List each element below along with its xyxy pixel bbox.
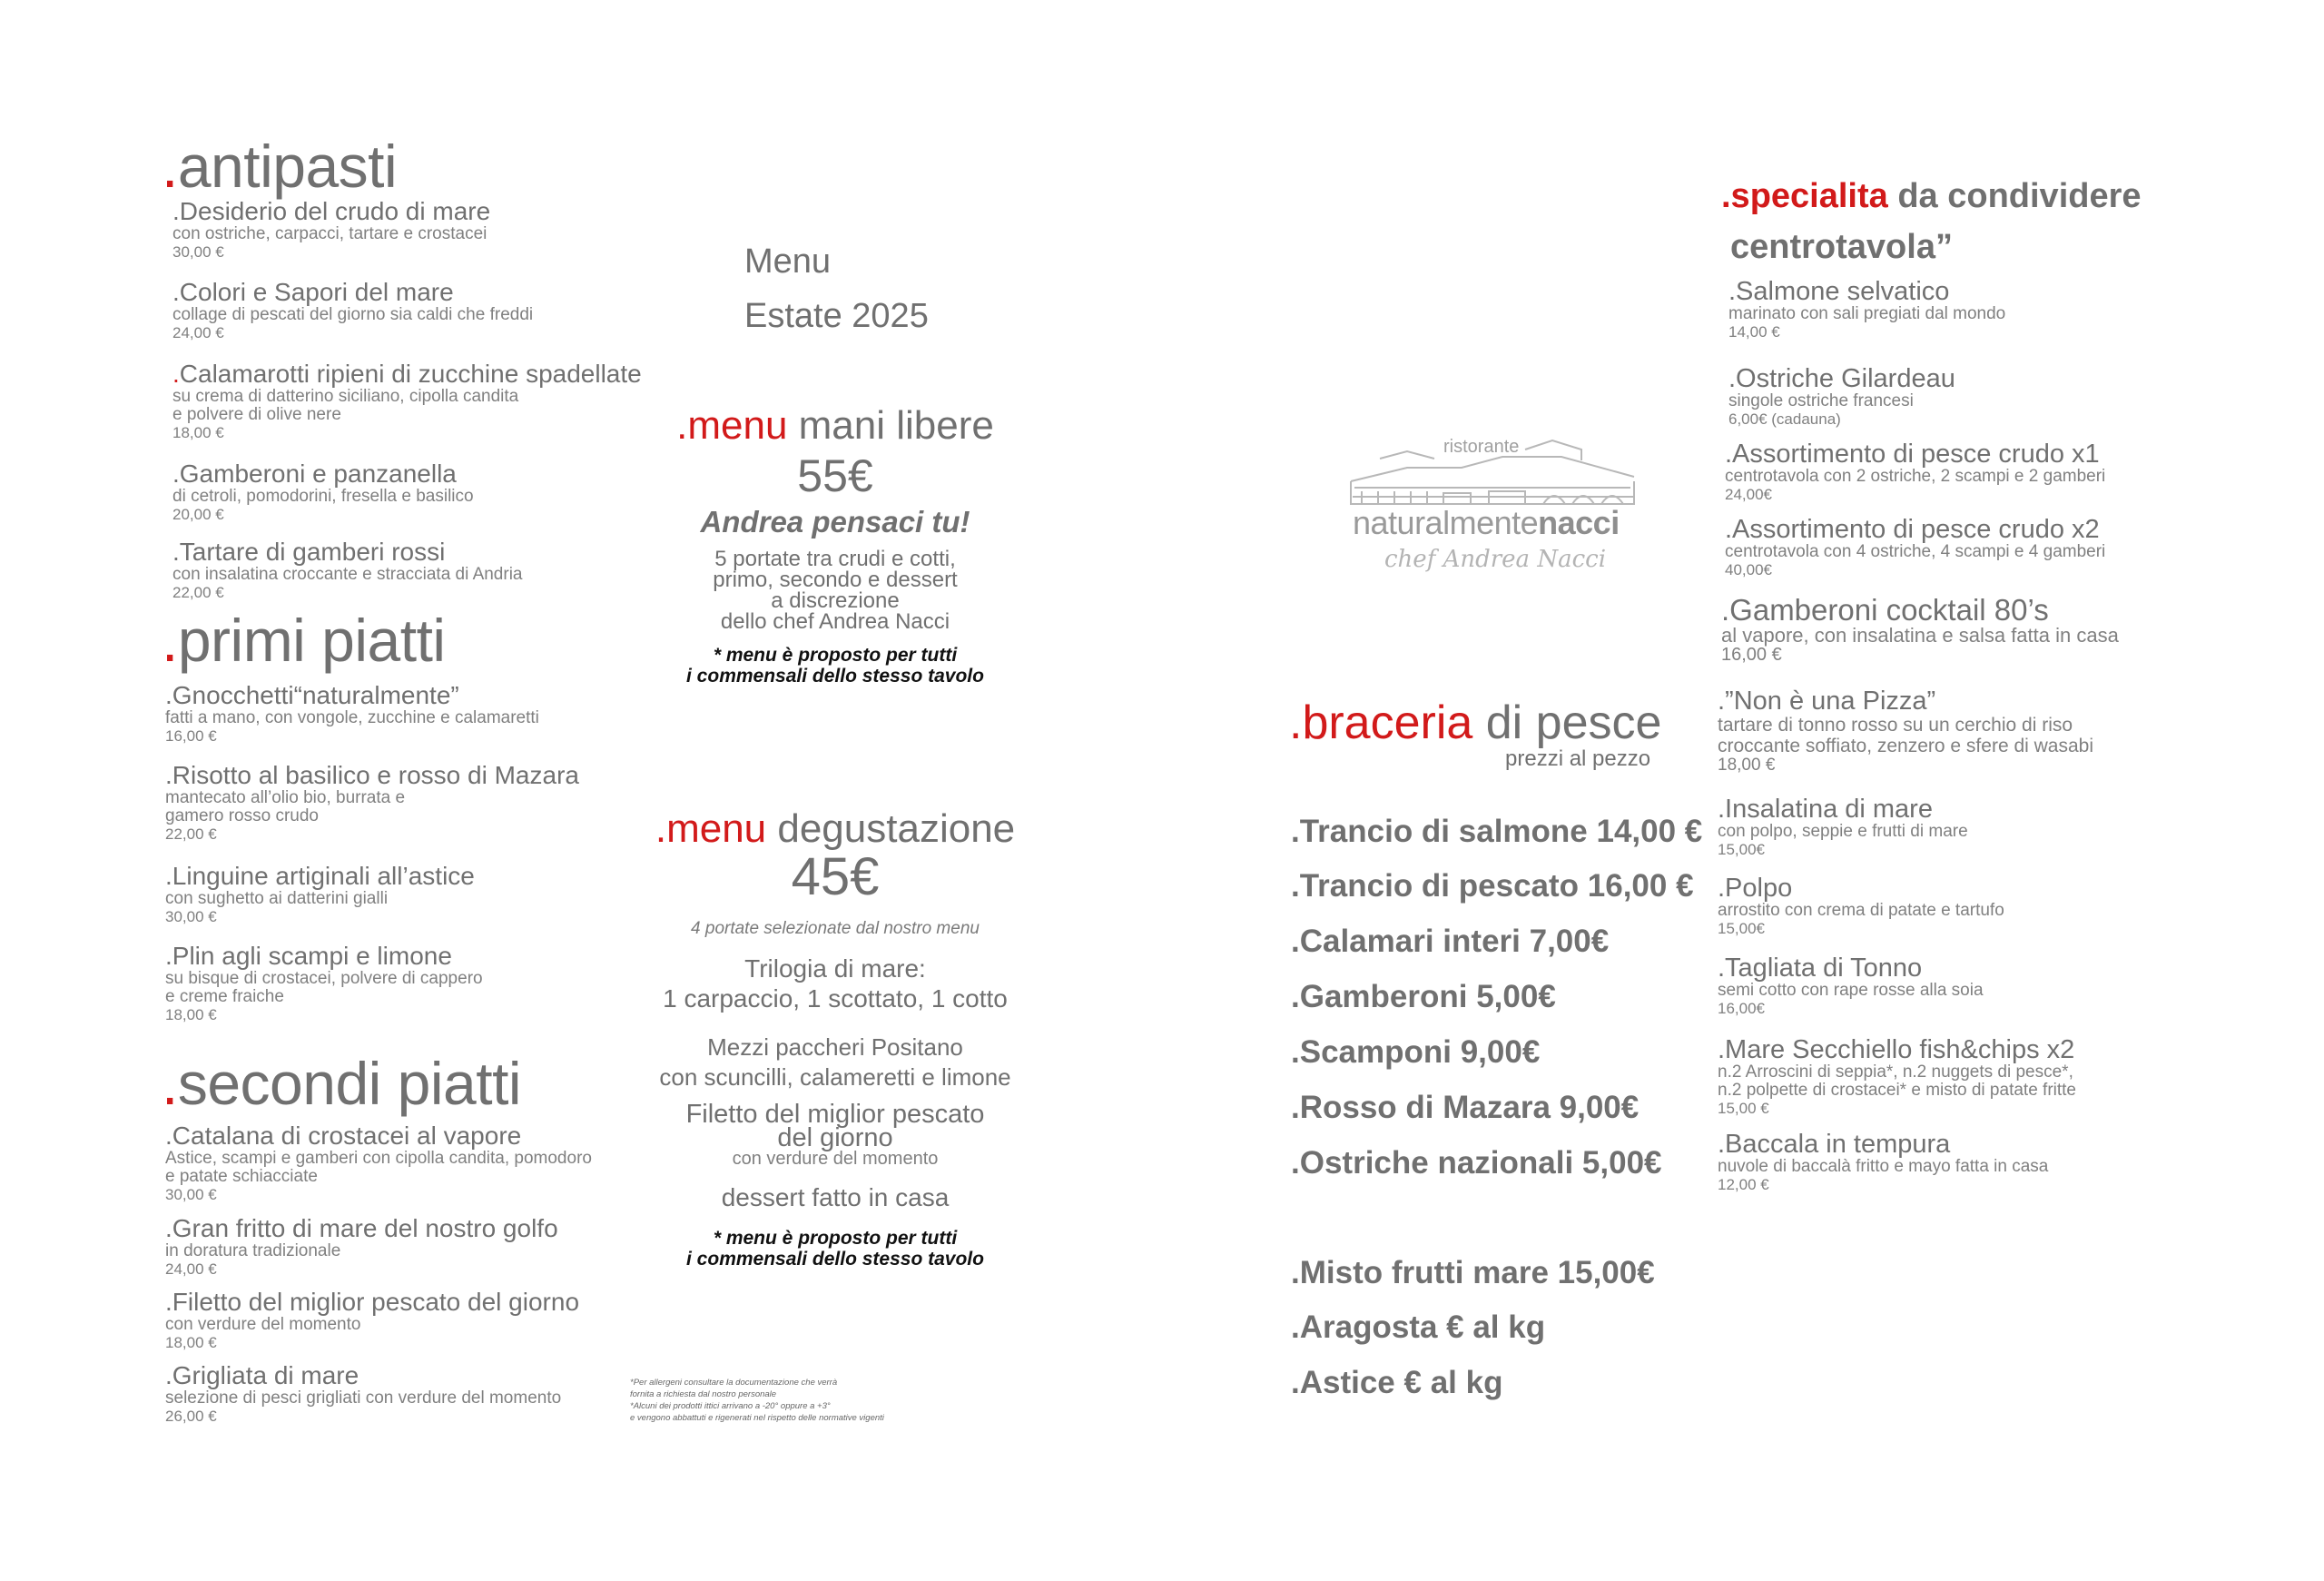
dish-desc: singole ostriche francesi — [1728, 391, 1914, 410]
list-item — [165, 1215, 558, 1279]
dish-desc: n.2 polpette di crostacei* e misto di patate fritte — [1718, 1081, 2076, 1100]
dish-desc: selezione di pesci grigliati con verdure del momento — [165, 1388, 562, 1408]
dish-name: .Gamberoni e panzanella — [172, 459, 457, 488]
specialita-title-rest: da condividere — [1887, 177, 2142, 215]
list-item — [172, 539, 523, 602]
menu-mani-libere-title — [635, 401, 1035, 450]
list-item — [1728, 365, 1955, 429]
dish-price: 16,00 € — [1721, 645, 1782, 665]
dish-name: .Catalana di crostacei al vapore — [165, 1122, 522, 1150]
dish-desc: in doratura tradizionale — [165, 1241, 341, 1260]
dish-desc: al vapore, con insalatina e salsa fatta in casa — [1721, 624, 2119, 647]
braceria-heading — [1289, 697, 1661, 748]
list-item — [1718, 795, 1968, 859]
list-item — [172, 279, 533, 342]
dish-price: 18,00 € — [172, 424, 224, 441]
logo-signature: chef Andrea Nacci — [1384, 546, 1607, 573]
left-column — [162, 0, 642, 1581]
list-item — [165, 1122, 592, 1204]
list-item — [1718, 874, 2004, 938]
dish-name: .Salmone selvatico — [1728, 277, 1950, 306]
list-item: .Trancio di salmone 14,00 € — [1291, 814, 1703, 849]
menu-title-line1: Menu — [744, 242, 832, 281]
dish-price: 18,00 € — [165, 1334, 217, 1351]
heading-text: antipasti — [177, 133, 398, 200]
dish-price: 24,00 € — [172, 324, 224, 341]
list-item: .Rosso di Mazara 9,00€ — [1291, 1090, 1640, 1125]
menu-course-line: Trilogia di mare: — [744, 954, 926, 983]
menu-price: 55€ — [797, 450, 873, 501]
menu-title-line2: Estate 2025 — [744, 297, 929, 335]
menu-course-line: con scuncilli, calameretti e limone — [659, 1063, 1011, 1091]
list-item — [165, 943, 483, 1024]
dish-desc: n.2 Arroscini di seppia*, n.2 nuggets di pesce*, — [1718, 1062, 2073, 1082]
dish-name: .Gran fritto di mare del nostro golfo — [165, 1214, 558, 1242]
primi-heading — [162, 607, 446, 674]
menu-title-red: .menu — [655, 806, 767, 851]
heading-dot: . — [162, 133, 178, 200]
menu-title-red: .menu — [676, 403, 788, 448]
dish-desc: con polpo, seppie e frutti di mare — [1718, 822, 1968, 841]
dish-desc: centrotavola con 4 ostriche, 4 scampi e 4 gamberi — [1725, 542, 2106, 561]
menu-course-line: Filetto del miglior pescato — [685, 1100, 985, 1129]
dish-desc: semi cotto con rape rosse alla soia — [1718, 981, 1984, 1000]
dish-desc: e polvere di olive nere — [172, 405, 341, 424]
menu-desc-line: a discrezione — [771, 588, 900, 613]
menu-course — [635, 1033, 1035, 1092]
dish-name-text: Calamarotti ripieni di zucchine spadellate — [179, 360, 642, 388]
dish-price: 16,00€ — [1718, 1000, 1765, 1017]
logo-small-text: ristorante — [1443, 437, 1520, 457]
dish-price: 15,00€ — [1718, 920, 1765, 937]
dish-price: 12,00 € — [1718, 1176, 1769, 1193]
dish-desc: mantecato all’olio bio, burrata e — [165, 788, 406, 807]
list-item: .Scamponi 9,00€ — [1291, 1034, 1541, 1070]
dish-desc: di cetroli, pomodorini, fresella e basilico — [172, 487, 474, 506]
menu-price: 45€ — [791, 847, 880, 906]
specialita-title-red: .specialita — [1721, 177, 1888, 215]
list-item: .Misto frutti mare 15,00€ — [1291, 1255, 1655, 1290]
dish-name: .Filetto del miglior pescato del giorno — [165, 1288, 580, 1316]
menu-title — [744, 234, 929, 343]
specialita-heading — [1721, 171, 2142, 272]
list-item — [1728, 278, 2005, 341]
dish-desc: con ostriche, carpacci, tartare e crostacei — [172, 224, 487, 243]
dish-name: .Colori e Sapori del mare — [172, 278, 454, 306]
list-item — [1721, 595, 2119, 664]
list-item — [165, 1362, 561, 1426]
list-item — [1718, 687, 2093, 775]
secondi-heading — [162, 1050, 522, 1117]
dish-price: 24,00€ — [1725, 486, 1772, 503]
dish-name: .”Non è una Pizza” — [1718, 687, 1936, 716]
dish-desc: marinato con sali pregiati dal mondo — [1728, 304, 2006, 323]
braceria-title-red: .braceria — [1289, 697, 1473, 749]
menu-mani-libere — [635, 401, 1035, 687]
menu-desc-line: primo, secondo e dessert — [713, 568, 958, 592]
dish-name: .Grigliata di mare — [165, 1361, 359, 1389]
allergens-line: *Per allergeni consultare la documentazione che verrà — [630, 1378, 838, 1388]
dish-desc: con sughetto ai datterini gialli — [165, 889, 389, 908]
dish-price: 14,00 € — [1728, 323, 1780, 341]
dish-name: .Insalatina di mare — [1718, 795, 1933, 824]
list-item — [172, 361, 642, 442]
logo — [1344, 431, 1643, 577]
dish-price: 16,00 € — [165, 727, 217, 745]
menu-subtitle: Andrea pensaci tu! — [700, 505, 970, 539]
list-item — [1725, 516, 2105, 579]
dish-name: .Linguine artiginali all’astice — [165, 862, 475, 890]
menu-note-line: * menu è proposto per tutti — [713, 1228, 958, 1249]
dish-price: 18,00 € — [165, 1006, 217, 1023]
dish-name: .Assortimento di pesce crudo x1 — [1725, 440, 2100, 469]
menu-course-line: 1 carpaccio, 1 scottato, 1 cotto — [663, 984, 1008, 1013]
dish-price: 30,00 € — [172, 243, 224, 261]
menu-note-line: i commensali dello stesso tavolo — [686, 666, 984, 687]
dish-price: 40,00€ — [1725, 561, 1772, 578]
allergens-note — [630, 1377, 884, 1424]
list-item: .Trancio di pescato 16,00 € — [1291, 868, 1694, 904]
list-item — [1718, 1131, 2048, 1194]
braceria-subtitle: prezzi al pezzo — [1505, 746, 1651, 771]
dish-price: 6,00€ (cadauna) — [1728, 410, 1841, 428]
dish-price: 15,00€ — [1718, 841, 1765, 858]
logo-brand — [1353, 504, 1620, 542]
menu-course-sub: con verdure del momento — [732, 1149, 939, 1169]
dish-desc: fatti a mano, con vongole, zucchine e calamaretti — [165, 708, 539, 727]
menu-note — [635, 645, 1035, 687]
dish-name: .Tartare di gamberi rossi — [172, 538, 446, 566]
dish-desc: nuvole di baccalà fritto e mayo fatta in casa — [1718, 1157, 2049, 1176]
specialita-line1 — [1721, 171, 2142, 222]
list-item — [165, 762, 579, 844]
menu-degustazione — [635, 806, 1035, 1270]
heading-dot: . — [162, 607, 178, 674]
dish-name: .Mare Secchiello fish&chips x2 — [1718, 1035, 2075, 1064]
heading-dot: . — [162, 1050, 178, 1117]
dish-price: 24,00 € — [165, 1260, 217, 1278]
dish-price: 26,00 € — [165, 1408, 217, 1425]
dish-name: .Assortimento di pesce crudo x2 — [1725, 515, 2100, 544]
menu-course-line: del giorno — [777, 1123, 893, 1152]
dish-desc: su crema di datterino siciliano, cipolla candita — [172, 387, 519, 406]
dish-price: 20,00 € — [172, 506, 224, 523]
list-item — [165, 682, 539, 746]
menu-title-rest: mani libere — [787, 403, 994, 448]
list-item — [172, 198, 490, 262]
dish-desc: tartare di tonno rosso su un cerchio di riso — [1718, 715, 2073, 736]
heading-text: primi piatti — [177, 607, 446, 674]
allergens-line: e vengono abbattuti e rigenerati nel rispetto delle normative vigenti — [630, 1413, 884, 1423]
menu-degustazione-title — [635, 806, 1035, 852]
list-item: .Aragosta € al kg — [1291, 1309, 1546, 1345]
dish-desc: con insalatina croccante e stracciata di Andria — [172, 565, 523, 584]
dish-price: 15,00 € — [1718, 1100, 1769, 1117]
dish-desc: arrostito con crema di patate e tartufo — [1718, 901, 2004, 920]
menu-title-rest: degustazione — [766, 806, 1016, 851]
dish-desc: e patate schiacciate — [165, 1167, 318, 1186]
menu-desc — [635, 548, 1035, 632]
dish-name: .Baccala in tempura — [1718, 1130, 1951, 1159]
list-item — [165, 863, 475, 926]
list-item: .Gamberoni 5,00€ — [1291, 979, 1556, 1014]
dish-name: .Calamarotti ripieni di zucchine spadellate — [172, 360, 642, 388]
dish-desc: croccante soffiato, zenzero e sfere di wasabi — [1718, 736, 2094, 756]
heading-text: secondi piatti — [177, 1050, 522, 1117]
menu-desc-line: 5 portate tra crudi e cotti, — [714, 547, 956, 571]
list-item — [165, 1289, 579, 1352]
dish-name: .Risotto al basilico e rosso di Mazara — [165, 761, 579, 789]
dish-price: 22,00 € — [172, 584, 224, 601]
list-item — [1718, 1036, 2076, 1118]
dish-desc: su bisque di crostacei, polvere di cappero — [165, 969, 483, 988]
dish-desc: gamero rosso crudo — [165, 806, 319, 825]
allergens-line: *Alcuni dei prodotti ittici arrivano a -20° oppure a +3° — [630, 1401, 831, 1411]
dish-name: .Gnocchetti“naturalmente” — [165, 681, 459, 709]
allergens-line: fornita a richiesta dal nostro personale — [630, 1389, 777, 1399]
dish-price: 30,00 € — [165, 908, 217, 925]
list-item: .Astice € al kg — [1291, 1365, 1503, 1400]
menu-subtitle: 4 portate selezionate dal nostro menu — [691, 919, 980, 938]
specialita-line2: centrotavola” — [1730, 228, 1953, 266]
menu-note — [635, 1228, 1035, 1270]
dish-desc: centrotavola con 2 ostriche, 2 scampi e 2 gamberi — [1725, 467, 2106, 486]
dish-price: 18,00 € — [1718, 756, 1776, 775]
menu-desc-line: dello chef Andrea Nacci — [720, 609, 950, 634]
dish-name: .Desiderio del crudo di mare — [172, 197, 491, 225]
menu-course — [635, 954, 1035, 1013]
dish-desc: Astice, scampi e gamberi con cipolla candita, pomodoro — [165, 1149, 592, 1168]
dish-name: .Plin agli scampi e limone — [165, 942, 452, 970]
dish-desc: e creme fraiche — [165, 987, 284, 1006]
dish-price: 30,00 € — [165, 1186, 217, 1203]
list-item: .Ostriche nazionali 5,00€ — [1291, 1145, 1662, 1181]
logo-brand-light: naturalmente — [1353, 504, 1539, 541]
dish-desc: collage di pescati del giorno sia caldi che freddi — [172, 305, 534, 324]
list-item — [172, 460, 474, 524]
dish-price: 22,00 € — [165, 825, 217, 843]
dish-name: .Tagliata di Tonno — [1718, 954, 1923, 983]
menu-course — [635, 1102, 1035, 1150]
menu-note-line: * menu è proposto per tutti — [713, 645, 958, 666]
menu-note-line: i commensali dello stesso tavolo — [686, 1249, 984, 1270]
antipasti-heading — [162, 133, 398, 200]
dish-name: .Ostriche Gilardeau — [1728, 364, 1955, 393]
list-item — [1725, 440, 2105, 504]
menu-course: dessert fatto in casa — [721, 1183, 950, 1211]
dish-name: .Polpo — [1718, 874, 1793, 903]
dish-desc: con verdure del momento — [165, 1315, 361, 1334]
list-item: .Calamari interi 7,00€ — [1291, 924, 1610, 959]
braceria-title-rest: di pesce — [1472, 697, 1662, 749]
list-item — [1718, 954, 1984, 1018]
logo-brand-bold: nacci — [1538, 504, 1620, 541]
menu-course-line: Mezzi paccheri Positano — [707, 1033, 963, 1061]
dish-name: .Gamberoni cocktail 80’s — [1721, 593, 2049, 627]
